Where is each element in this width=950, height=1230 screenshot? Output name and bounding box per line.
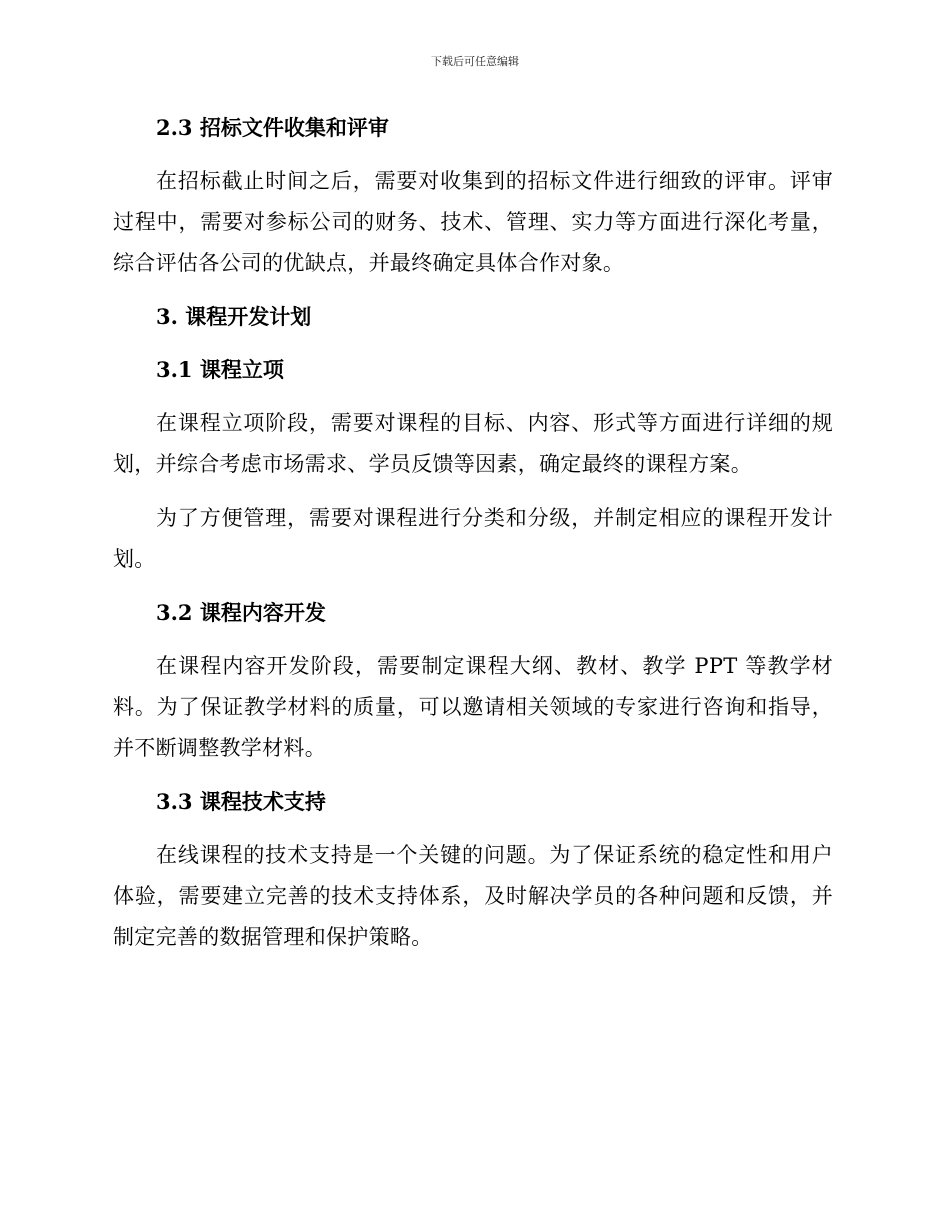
section-heading-3-2: 3.2 课程内容开发 [156, 600, 326, 625]
paragraph: 在课程立项阶段，需要对课程的目标、内容、形式等方面进行详细的规划，并综合考虑市场需求、学员反馈等因素，确定最终的课程方案。 [113, 411, 833, 476]
paragraph: 在招标截止时间之后，需要对收集到的招标文件进行细致的评审。评审过程中，需要对参标公司的财务、技术、管理、实力等方面进行深化考量，综合评估各公司的优缺点，并最终确定具体合作对象。 [113, 169, 833, 275]
section-heading-3-3: 3.3 课程技术支持 [156, 789, 326, 814]
paragraph: 为了方便管理，需要对课程进行分类和分级，并制定相应的课程开发计划。 [113, 506, 833, 571]
paragraph: 在线课程的技术支持是一个关键的问题。为了保证系统的稳定性和用户体验，需要建立完善的技术支持体系，及时解决学员的各种问题和反馈，并制定完善的数据管理和保护策略。 [113, 843, 833, 949]
paragraph: 在课程内容开发阶段，需要制定课程大纲、教材、教学 PPT 等教学材料。为了保证教学材料的质量，可以邀请相关领域的专家进行咨询和指导，并不断调整教学材料。 [113, 654, 833, 760]
section-heading-2-3: 2.3 招标文件收集和评审 [156, 115, 389, 140]
document-body [113, 108, 833, 958]
page-header: 下载后可任意编辑 [431, 55, 519, 68]
section-heading-3: 3. 课程开发计划 [156, 304, 312, 329]
section-heading-3-1: 3.1 课程立项 [156, 357, 284, 382]
